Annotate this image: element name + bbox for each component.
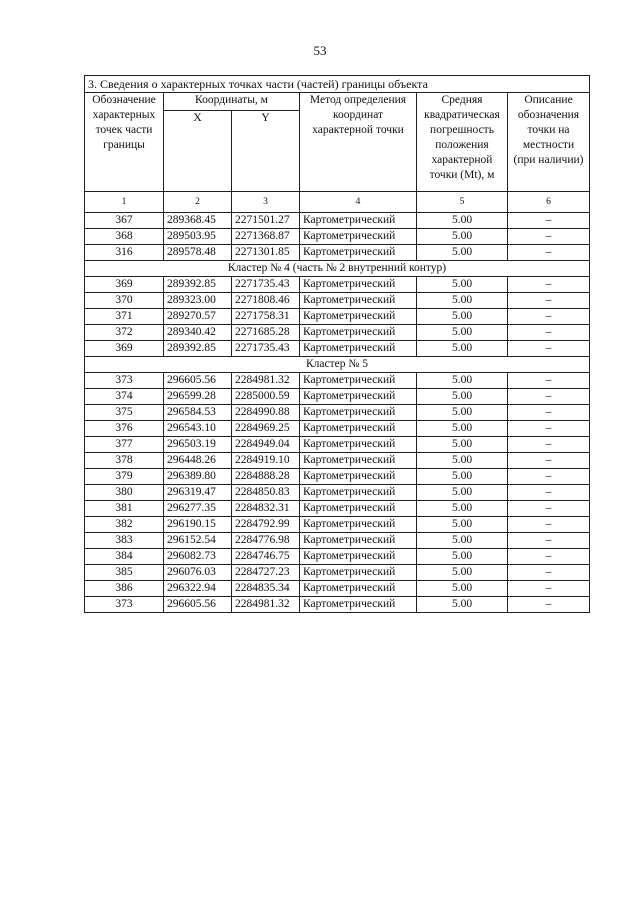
point-number-cell: 373 xyxy=(85,597,164,613)
method-cell: Картометрический xyxy=(300,469,417,485)
point-number-cell: 383 xyxy=(85,533,164,549)
x-coordinate-cell: 296277.35 xyxy=(164,501,232,517)
cluster-label: Кластер № 5 xyxy=(85,357,590,373)
description-cell: – xyxy=(508,405,590,421)
x-coordinate-cell: 296599.28 xyxy=(164,389,232,405)
method-cell: Картометрический xyxy=(300,597,417,613)
x-coordinate-cell: 296152.54 xyxy=(164,533,232,549)
point-number-cell: 379 xyxy=(85,469,164,485)
table-row xyxy=(85,549,590,565)
table-row xyxy=(85,341,590,357)
table-row xyxy=(85,533,590,549)
column-number: 2 xyxy=(164,192,232,213)
mt-cell: 5.00 xyxy=(417,501,508,517)
x-coordinate-cell: 296389.80 xyxy=(164,469,232,485)
point-number-cell: 369 xyxy=(85,277,164,293)
x-coordinate-cell: 296190.15 xyxy=(164,517,232,533)
mt-cell: 5.00 xyxy=(417,549,508,565)
method-cell: Картометрический xyxy=(300,229,417,245)
column-number: 5 xyxy=(417,192,508,213)
y-coordinate-cell: 2271808.46 xyxy=(232,293,300,309)
point-number-cell: 385 xyxy=(85,565,164,581)
table-row xyxy=(85,485,590,501)
header-method: Метод определения координат характерной точки xyxy=(300,93,417,192)
method-cell: Картометрический xyxy=(300,389,417,405)
method-cell: Картометрический xyxy=(300,341,417,357)
method-cell: Картометрический xyxy=(300,517,417,533)
y-coordinate-cell: 2284969.25 xyxy=(232,421,300,437)
table-row xyxy=(85,213,590,229)
header-x: X xyxy=(164,110,232,191)
mt-cell: 5.00 xyxy=(417,373,508,389)
y-coordinate-cell: 2284990.88 xyxy=(232,405,300,421)
header-mt: Средняя квадратическая погрешность положения характерной точки (Mt), м xyxy=(417,93,508,192)
description-cell: – xyxy=(508,533,590,549)
x-coordinate-cell: 296319.47 xyxy=(164,485,232,501)
description-cell: – xyxy=(508,453,590,469)
table-row xyxy=(85,517,590,533)
point-number-cell: 371 xyxy=(85,309,164,325)
point-number-cell: 372 xyxy=(85,325,164,341)
mt-cell: 5.00 xyxy=(417,565,508,581)
method-cell: Картометрический xyxy=(300,485,417,501)
mt-cell: 5.00 xyxy=(417,245,508,261)
x-coordinate-cell: 296605.56 xyxy=(164,373,232,389)
point-number-cell: 378 xyxy=(85,453,164,469)
description-cell: – xyxy=(508,485,590,501)
x-coordinate-cell: 296448.26 xyxy=(164,453,232,469)
method-cell: Картометрический xyxy=(300,373,417,389)
column-number: 1 xyxy=(85,192,164,213)
method-cell: Картометрический xyxy=(300,245,417,261)
cluster-label: Кластер № 4 (часть № 2 внутренний контур) xyxy=(85,261,590,277)
description-cell: – xyxy=(508,597,590,613)
point-number-cell: 316 xyxy=(85,245,164,261)
mt-cell: 5.00 xyxy=(417,597,508,613)
method-cell: Картометрический xyxy=(300,453,417,469)
table-row xyxy=(85,453,590,469)
header-coordinates: Координаты, м xyxy=(164,93,300,111)
y-coordinate-cell: 2284727.23 xyxy=(232,565,300,581)
cluster-row xyxy=(85,357,590,373)
x-coordinate-cell: 289503.95 xyxy=(164,229,232,245)
point-number-cell: 386 xyxy=(85,581,164,597)
column-numbers-row xyxy=(85,192,590,213)
x-coordinate-cell: 296082.73 xyxy=(164,549,232,565)
method-cell: Картометрический xyxy=(300,293,417,309)
mt-cell: 5.00 xyxy=(417,453,508,469)
point-number-cell: 370 xyxy=(85,293,164,309)
description-cell: – xyxy=(508,549,590,565)
point-number-cell: 384 xyxy=(85,549,164,565)
description-cell: – xyxy=(508,325,590,341)
description-cell: – xyxy=(508,293,590,309)
description-cell: – xyxy=(508,373,590,389)
point-number-cell: 376 xyxy=(85,421,164,437)
section-title: 3. Сведения о характерных точках части (частей) границы объекта xyxy=(85,76,590,93)
description-cell: – xyxy=(508,581,590,597)
description-cell: – xyxy=(508,501,590,517)
table-row xyxy=(85,293,590,309)
y-coordinate-cell: 2284888.28 xyxy=(232,469,300,485)
table-row xyxy=(85,501,590,517)
x-coordinate-cell: 296605.56 xyxy=(164,597,232,613)
mt-cell: 5.00 xyxy=(417,325,508,341)
method-cell: Картометрический xyxy=(300,533,417,549)
table-row xyxy=(85,469,590,485)
y-coordinate-cell: 2271735.43 xyxy=(232,341,300,357)
mt-cell: 5.00 xyxy=(417,341,508,357)
table-row xyxy=(85,565,590,581)
x-coordinate-cell: 289323.00 xyxy=(164,293,232,309)
mt-cell: 5.00 xyxy=(417,485,508,501)
y-coordinate-cell: 2284835.34 xyxy=(232,581,300,597)
method-cell: Картометрический xyxy=(300,325,417,341)
y-coordinate-cell: 2271501.27 xyxy=(232,213,300,229)
header-y: Y xyxy=(232,110,300,191)
point-number-cell: 367 xyxy=(85,213,164,229)
y-coordinate-cell: 2284919.10 xyxy=(232,453,300,469)
y-coordinate-cell: 2285000.59 xyxy=(232,389,300,405)
mt-cell: 5.00 xyxy=(417,533,508,549)
description-cell: – xyxy=(508,229,590,245)
y-coordinate-cell: 2271758.31 xyxy=(232,309,300,325)
table-row xyxy=(85,245,590,261)
mt-cell: 5.00 xyxy=(417,469,508,485)
y-coordinate-cell: 2271735.43 xyxy=(232,277,300,293)
point-number-cell: 380 xyxy=(85,485,164,501)
mt-cell: 5.00 xyxy=(417,389,508,405)
description-cell: – xyxy=(508,565,590,581)
y-coordinate-cell: 2284949.04 xyxy=(232,437,300,453)
header-point-designation: Обозначение характерных точек части границы xyxy=(85,93,164,192)
table-row xyxy=(85,229,590,245)
method-cell: Картометрический xyxy=(300,213,417,229)
column-number: 4 xyxy=(300,192,417,213)
description-cell: – xyxy=(508,389,590,405)
point-number-cell: 373 xyxy=(85,373,164,389)
mt-cell: 5.00 xyxy=(417,437,508,453)
y-coordinate-cell: 2284850.83 xyxy=(232,485,300,501)
y-coordinate-cell: 2284776.98 xyxy=(232,533,300,549)
column-number: 6 xyxy=(508,192,590,213)
description-cell: – xyxy=(508,309,590,325)
method-cell: Картометрический xyxy=(300,277,417,293)
column-number: 3 xyxy=(232,192,300,213)
description-cell: – xyxy=(508,213,590,229)
y-coordinate-cell: 2271368.87 xyxy=(232,229,300,245)
table-row xyxy=(85,597,590,613)
method-cell: Картометрический xyxy=(300,549,417,565)
x-coordinate-cell: 289340.42 xyxy=(164,325,232,341)
mt-cell: 5.00 xyxy=(417,421,508,437)
point-number-cell: 368 xyxy=(85,229,164,245)
method-cell: Картометрический xyxy=(300,581,417,597)
page-number: 53 xyxy=(313,43,327,58)
table-row xyxy=(85,389,590,405)
description-cell: – xyxy=(508,341,590,357)
table-row xyxy=(85,309,590,325)
method-cell: Картометрический xyxy=(300,405,417,421)
y-coordinate-cell: 2284792.99 xyxy=(232,517,300,533)
y-coordinate-cell: 2284981.32 xyxy=(232,597,300,613)
point-number-cell: 377 xyxy=(85,437,164,453)
table-row xyxy=(85,373,590,389)
x-coordinate-cell: 296322.94 xyxy=(164,581,232,597)
mt-cell: 5.00 xyxy=(417,309,508,325)
table-row xyxy=(85,405,590,421)
method-cell: Картометрический xyxy=(300,421,417,437)
point-number-cell: 382 xyxy=(85,517,164,533)
y-coordinate-cell: 2271685.28 xyxy=(232,325,300,341)
header-description: Описание обозначения точки на местности (при наличии) xyxy=(508,93,590,192)
table-row xyxy=(85,437,590,453)
method-cell: Картометрический xyxy=(300,565,417,581)
mt-cell: 5.00 xyxy=(417,581,508,597)
x-coordinate-cell: 296076.03 xyxy=(164,565,232,581)
y-coordinate-cell: 2271301.85 xyxy=(232,245,300,261)
y-coordinate-cell: 2284981.32 xyxy=(232,373,300,389)
description-cell: – xyxy=(508,469,590,485)
mt-cell: 5.00 xyxy=(417,405,508,421)
table-row xyxy=(85,421,590,437)
x-coordinate-cell: 296503.19 xyxy=(164,437,232,453)
x-coordinate-cell: 289578.48 xyxy=(164,245,232,261)
y-coordinate-cell: 2284746.75 xyxy=(232,549,300,565)
point-number-cell: 369 xyxy=(85,341,164,357)
table-row xyxy=(85,325,590,341)
x-coordinate-cell: 296543.10 xyxy=(164,421,232,437)
point-number-cell: 375 xyxy=(85,405,164,421)
cluster-row xyxy=(85,261,590,277)
y-coordinate-cell: 2284832.31 xyxy=(232,501,300,517)
method-cell: Картометрический xyxy=(300,309,417,325)
method-cell: Картометрический xyxy=(300,437,417,453)
x-coordinate-cell: 289270.57 xyxy=(164,309,232,325)
x-coordinate-cell: 289392.85 xyxy=(164,341,232,357)
x-coordinate-cell: 289368.45 xyxy=(164,213,232,229)
description-cell: – xyxy=(508,437,590,453)
description-cell: – xyxy=(508,421,590,437)
description-cell: – xyxy=(508,277,590,293)
mt-cell: 5.00 xyxy=(417,277,508,293)
x-coordinate-cell: 296584.53 xyxy=(164,405,232,421)
description-cell: – xyxy=(508,245,590,261)
method-cell: Картометрический xyxy=(300,501,417,517)
mt-cell: 5.00 xyxy=(417,293,508,309)
mt-cell: 5.00 xyxy=(417,517,508,533)
x-coordinate-cell: 289392.85 xyxy=(164,277,232,293)
boundary-points-table xyxy=(84,75,590,613)
table-body xyxy=(85,213,590,613)
table-row xyxy=(85,277,590,293)
description-cell: – xyxy=(508,517,590,533)
point-number-cell: 374 xyxy=(85,389,164,405)
table-row xyxy=(85,581,590,597)
point-number-cell: 381 xyxy=(85,501,164,517)
mt-cell: 5.00 xyxy=(417,213,508,229)
mt-cell: 5.00 xyxy=(417,229,508,245)
